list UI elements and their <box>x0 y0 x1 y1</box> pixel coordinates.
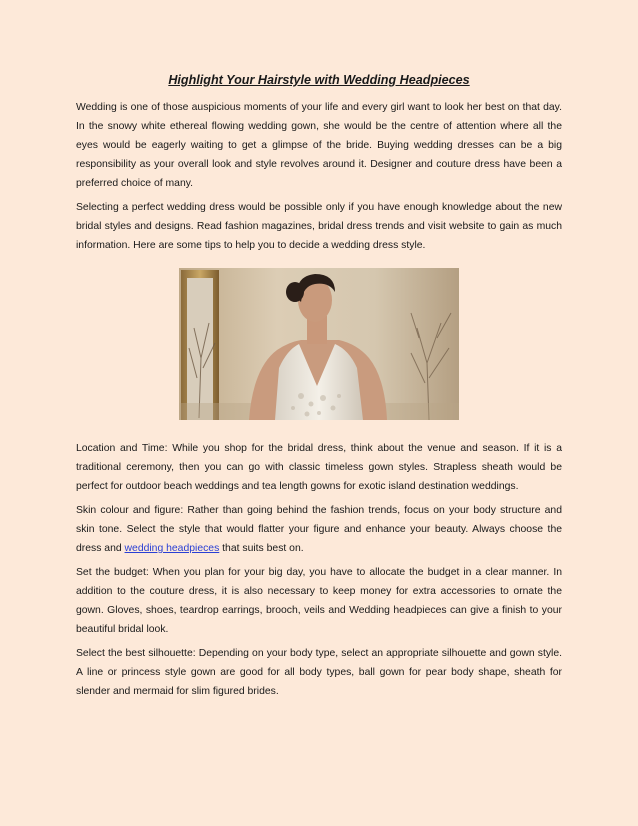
wedding-headpieces-link[interactable]: wedding headpieces <box>124 543 220 554</box>
paragraph-skin-figure-text-before: Skin colour and figure: Rather than going behind the fashion trends, focus on your body structure and skin tone. Select the style that would flatter your figure and enhance your beauty. Always choose the dress and <box>76 505 562 554</box>
document-page <box>76 72 562 706</box>
photo-container <box>76 268 562 420</box>
paragraph-selecting: Selecting a perfect wedding dress would be possible only if you have enough knowledge about the new bridal styles and designs. Read fashion magazines, bridal dress trends and visit website to gain as much information. Here are some tips to help you to decide a wedding dress style. <box>76 202 562 251</box>
paragraph-intro: Wedding is one of those auspicious moments of your life and every girl want to look her best on that day. In the snowy white ethereal flowing wedding gown, she would be the centre of attention where all the eyes would be eagerly waiting to get a glimpse of the bride. Buying wedding dresses can be a big responsibility as your overall look and style revolves around it. Designer and couture dress have been a preferred choice of many. <box>76 102 562 189</box>
paragraph-skin-figure <box>76 501 562 558</box>
paragraph-budget: Set the budget: When you plan for your big day, you have to allocate the budget in a clear manner. In addition to the couture dress, it is also necessary to keep money for extra accessories to ornate the gown. Gloves, shoes, teardrop earrings, brooch, veils and Wedding headpieces can give a finish to your beautiful bridal look. <box>76 567 562 635</box>
paragraph-location-time: Location and Time: While you shop for the bridal dress, think about the venue and season. If it is a traditional ceremony, then you can go with classic timeless gown styles. Strapless sheath would be perfect for outdoor beach weddings and tea length gowns for exotic island destination weddings. <box>76 443 562 492</box>
document-title: Highlight Your Hairstyle with Wedding Headpieces <box>168 73 470 87</box>
paragraph-silhouette: Select the best silhouette: Depending on your body type, select an appropriate silhouette and gown style. A line or princess style gown are good for all body types, ball gown for pear body shape, sheath for slender and mermaid for slim figured brides. <box>76 648 562 697</box>
bride-photo-illustration <box>179 268 459 420</box>
paragraph-skin-figure-text-after: that suits best on. <box>219 543 304 554</box>
bride-photo <box>179 268 459 420</box>
